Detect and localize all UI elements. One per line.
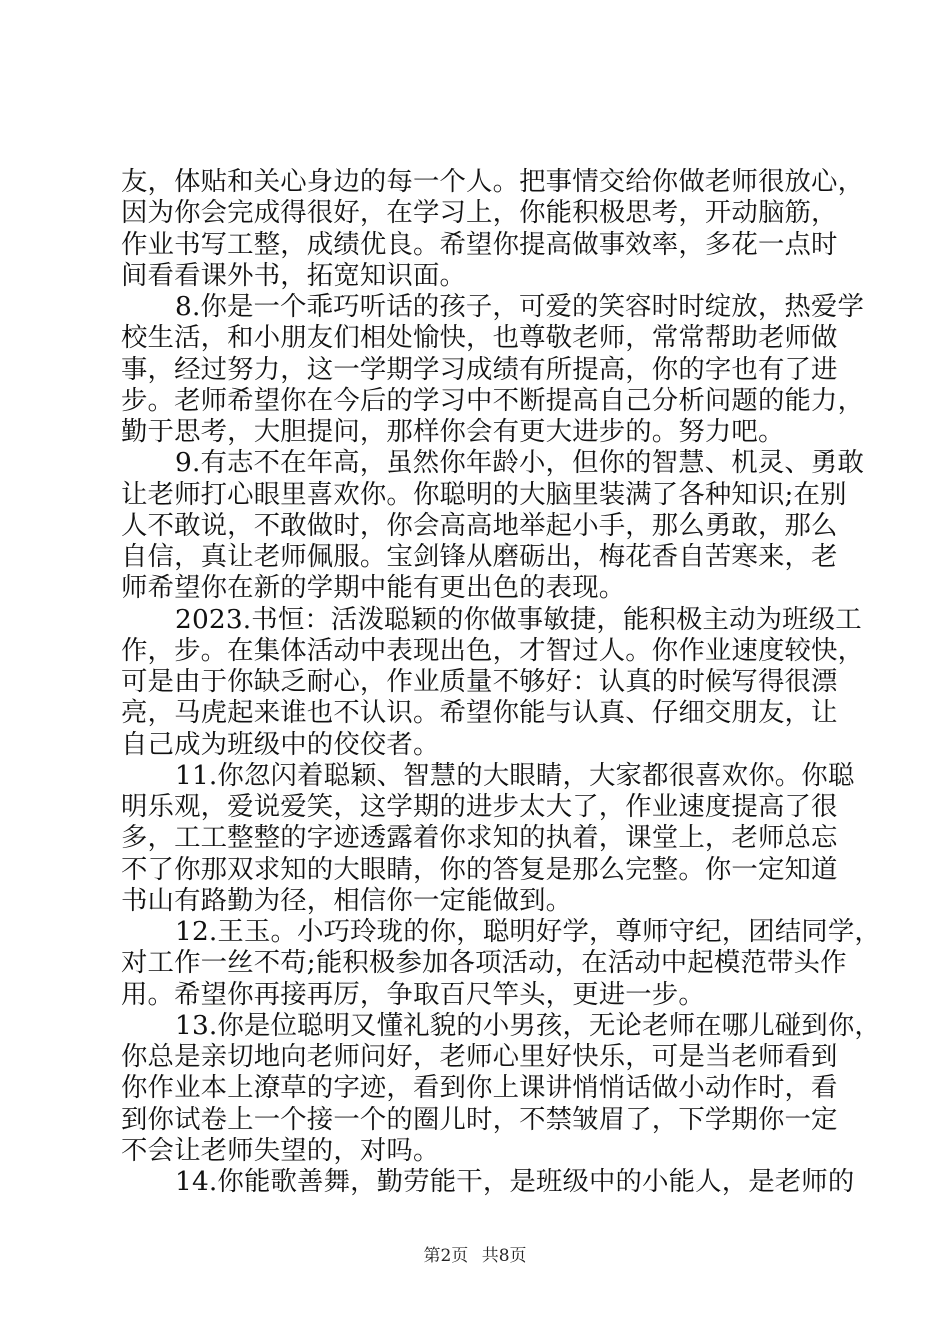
text-line: 事，经过努力，这一学期学习成绩有所提高，你的字也有了进	[121, 353, 838, 385]
text-line: 8.你是一个乖巧听话的孩子，可爱的笑容时时绽放，热爱学	[175, 291, 864, 322]
text-line: 友，体贴和关心身边的每一个人。把事情交给你做老师很放心，	[121, 166, 865, 197]
text-line: 因为你会完成得很好，在学习上，你能积极思考，开动脑筋，	[121, 197, 838, 229]
text-line: 可是由于你缺乏耐心，作业质量不够好：认真的时候写得很漂	[121, 666, 838, 697]
text-line: 不会让老师失望的，对吗。	[121, 1134, 440, 1166]
text-line: 校生活，和小朋友们相处愉快，也尊敬老师，常常帮助老师做	[121, 322, 838, 354]
text-line: 勤于思考，大胆提问，那样你会有更大进步的。努力吧。	[121, 416, 785, 447]
text-line: 14.你能歌善舞，勤劳能干，是班级中的小能人，是老师的	[175, 1166, 855, 1197]
text-line: 2023.书恒：活泼聪颖的你做事敏捷，能积极主动为班级工	[175, 603, 862, 635]
page-total: 共8页	[481, 1246, 527, 1266]
text-line: 自己成为班级中的佼佼者。	[121, 728, 440, 760]
text-line: 多，工工整整的字迹透露着你求知的执着，课堂上，老师总忘	[121, 822, 838, 854]
text-line: 11.你忽闪着聪颖、智慧的大眼睛，大家都很喜欢你。你聪	[175, 759, 855, 791]
text-line: 对工作一丝不苟;能积极参加各项活动，在活动中起模范带头作	[121, 947, 847, 979]
text-line: 明乐观，爱说爱笑，这学期的进步太大了，作业速度提高了很	[121, 791, 838, 822]
text-line: 到你试卷上一个接一个的圈儿时，不禁皱眉了，下学期你一定	[121, 1103, 838, 1135]
text-line: 用。希望你再接再厉，争取百尺竿头，更进一步。	[121, 978, 705, 1010]
text-line: 间看看课外书，拓宽知识面。	[121, 259, 467, 291]
text-line: 作业书写工整，成绩优良。希望你提高做事效率，多花一点时	[121, 228, 838, 260]
page-footer	[0, 1241, 950, 1266]
text-line: 步。老师希望你在今后的学习中不断提高自己分析问题的能力，	[121, 384, 865, 416]
text-line: 自信，真让老师佩服。宝剑锋从磨砺出，梅花香自苦寒来，老	[121, 541, 838, 572]
page-number: 第2页	[423, 1246, 469, 1266]
text-line: 作，步。在集体活动中表现出色，才智过人。你作业速度较快，	[121, 634, 865, 666]
text-line: 你作业本上潦草的字迹，看到你上课讲悄悄话做小动作时，看	[121, 1072, 838, 1104]
text-line: 9.有志不在年高，虽然你年龄小，但你的智慧、机灵、勇敢	[175, 447, 864, 479]
text-line: 亮，马虎起来谁也不认识。希望你能与认真、仔细交朋友，让	[121, 697, 838, 729]
text-line: 师希望你在新的学期中能有更出色的表现。	[121, 572, 626, 604]
text-line: 让老师打心眼里喜欢你。你聪明的大脑里装满了各种知识;在别	[121, 478, 847, 510]
text-line: 人不敢说，不敢做时，你会高高地举起小手，那么勇敢，那么	[121, 509, 838, 541]
text-line: 12.王玉。小巧玲珑的你，聪明好学，尊师守纪，团结同学，	[175, 916, 881, 947]
text-line: 书山有路勤为径，相信你一定能做到。	[121, 884, 573, 916]
text-line: 13.你是位聪明又懂礼貌的小男孩，无论老师在哪儿碰到你，	[175, 1009, 881, 1041]
document-body	[121, 166, 881, 1197]
text-line: 你总是亲切地向老师问好，老师心里好快乐，可是当老师看到	[121, 1041, 838, 1072]
text-line: 不了你那双求知的大眼睛，你的答复是那么完整。你一定知道	[121, 853, 838, 885]
